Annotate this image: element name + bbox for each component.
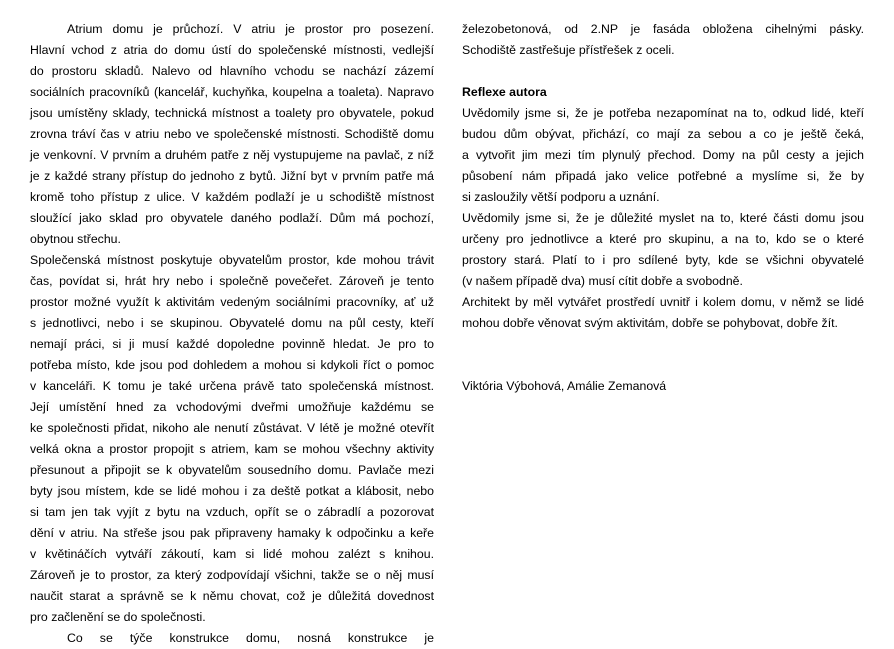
paragraph-line: naučit starat a správně se k němu chovat, což je důležitá dovednost <box>30 589 434 603</box>
paragraph-line: čas, povídat si, hrát hry nebo i společně povečeřet. Zároveň je tento <box>30 274 434 288</box>
paragraph-line: Hlavní vchod z atria do domu ústí do společenské místnosti, vedlejší <box>30 43 434 57</box>
reflection-line: působení nám připadá jako velice potřebné a myslíme si, že by <box>462 169 864 183</box>
reflection-line: mohou dobře věnovat svým aktivitám, dobře se pohybovat, dobře žít. <box>462 316 838 330</box>
paragraph-line: je z každé strany přístup do jednoho z bytů. Jižní byt v prvním patře má <box>30 169 434 183</box>
left-text-column <box>30 19 434 649</box>
spacer <box>462 334 864 355</box>
reflection-line: a vytvořit jim mezi tím plynulý přechod. Domy na půl cesty a jejich <box>462 148 864 162</box>
spacer <box>462 355 864 376</box>
reflection-line: Architekt by měl vytvářet prostředí uvnitř i kolem domu, v němž se lidé <box>462 295 864 309</box>
paragraph-line: sloužící jako sklad pro obyvatele daného podlaží. Dům má pochozí, <box>30 211 434 225</box>
paragraph-line: sociálních pracovníků (kancelář, kuchyňka, koupelna a toaleta). Napravo <box>30 85 434 99</box>
paragraph-line: velká okna a prostor propojit s atriem, kam se mohou všechny aktivity <box>30 442 434 456</box>
paragraph-line: pro začlenění se do společnosti. <box>30 610 206 624</box>
section-heading: Reflexe autora <box>462 85 547 99</box>
paragraph-line: jsou umístěny sklady, technická místnost a toalety pro obyvatele, pokud <box>30 106 434 120</box>
paragraph-line: prostor možné využít k aktivitám vedeným sociálními pracovníky, ať už <box>30 295 434 309</box>
reflection-line: Uvědomily jsme si, že je důležité myslet na to, které části domu jsou <box>462 211 864 225</box>
paragraph-line: do prostoru skladů. Nalevo od hlavního vchodu se nachází zázemí <box>30 64 434 78</box>
paragraph-line: potřeba místo, kde jsou pod dohledem a mohou si kdykoli říct o pomoc <box>30 358 434 372</box>
paragraph-line: Co se týče konstrukce domu, nosná konstrukce je <box>67 631 434 645</box>
paragraph-line: Její umístění hned za vchodovými dveřmi umožňuje každému se <box>30 400 434 414</box>
paragraph-line: Společenská místnost poskytuje obyvatelům prostor, kde mohou trávit <box>30 253 434 267</box>
reflection-line: určeny pro jednotlivce a které pro skupinu, a na to, kdo se o které <box>462 232 864 246</box>
reflection-line: budou dům obývat, přichází, co mají za sebou a co je ještě čeká, <box>462 127 864 141</box>
paragraph-line: Zároveň je to prostor, za který zodpovídají všichni, takže se o něj musí <box>30 568 434 582</box>
paragraph-line: v kanceláři. K tomu je také určena právě tato společenská místnost. <box>30 379 434 393</box>
paragraph-line: s jednotlivci, nebo i se skupinou. Obyvatelé domu na půl cesty, kteří <box>30 316 434 330</box>
spacer <box>462 61 864 82</box>
paragraph-line: v květináčích vytváří zákoutí, kam si lidé mohou zalézt s knihou. <box>30 547 434 561</box>
paragraph-line: nemají práci, si ji musí každé dopoledne povinně hledat. Je pro to <box>30 337 434 351</box>
paragraph-line: přesunout a připojit se k obyvatelům sousedního domu. Pavlače mezi <box>30 463 434 477</box>
paragraph-line: si tam jen tak vyjít z bytu na vzduch, opřít se o zábradlí a pozorovat <box>30 505 434 519</box>
paragraph-line: byty jsou místem, kde se lidé mohou i za deště potkat a klábosit, nebo <box>30 484 434 498</box>
paragraph-line: kromě toho přístup z ulice. V každém podlaží je u schodiště místnost <box>30 190 434 204</box>
paragraph-line: obytnou střechu. <box>30 232 121 246</box>
paragraph-line: Schodiště zastřešuje přístřešek z oceli. <box>462 43 675 57</box>
reflection-line: si zasloužily větší podporu a uznání. <box>462 190 660 204</box>
right-text-column <box>462 19 864 397</box>
reflection-line: prostory stará. Platí to i pro sdílené byty, kde se všichni obyvatelé <box>462 253 864 267</box>
paragraph-line: Atrium domu je průchozí. V atriu je prostor pro posezení. <box>67 22 434 36</box>
paragraph-line: železobetonová, od 2.NP je fasáda obložena cihelnými pásky. <box>462 22 864 36</box>
paragraph-line: ke společnosti přidat, nikoho ale nenutí zůstávat. V létě je možné otevřít <box>30 421 434 435</box>
paragraph-line: zrovna tráví čas v atriu nebo ve společenské místnosti. Schodiště domu <box>30 127 434 141</box>
paragraph-line: je venkovní. V prvním a druhém patře z něj vystupujeme na pavlač, z níž <box>30 148 434 162</box>
paragraph-line: dění v atriu. Na střeše jsou pak připraveny hamaky k odpočinku a keře <box>30 526 434 540</box>
reflection-line: (v našem případě dva) musí cítit dobře a svobodně. <box>462 274 743 288</box>
author-names: Viktória Výbohová, Amálie Zemanová <box>462 379 667 393</box>
reflection-line: Uvědomily jsme si, že je potřeba nezapomínat na to, odkud lidé, kteří <box>462 106 864 120</box>
